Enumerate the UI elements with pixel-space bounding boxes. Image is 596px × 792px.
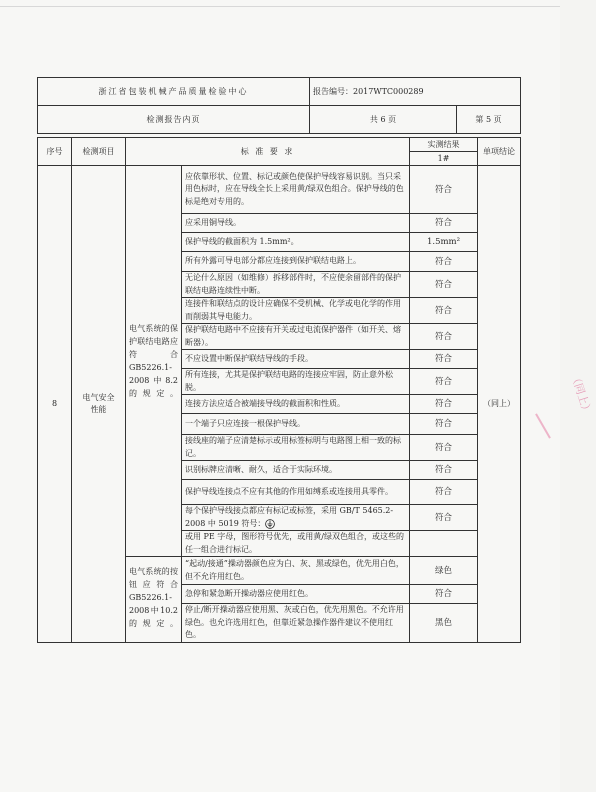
result-value: 符合 bbox=[410, 298, 478, 324]
result-value: 符合 bbox=[410, 252, 478, 272]
result-value: 符合 bbox=[410, 461, 478, 480]
testing-center-name: 浙江省包装机械产品质量检验中心 bbox=[38, 78, 310, 106]
inner-page-title: 检测报告内页 bbox=[38, 106, 310, 134]
page-edge-line bbox=[0, 6, 560, 7]
requirement-text: 识别标牌应清晰、耐久，适合于实际环境。 bbox=[182, 461, 410, 480]
result-value: 符合 bbox=[410, 350, 478, 369]
requirement-text: 接线座的端子应清楚标示或用标签标明与电路图上相一致的标记。 bbox=[182, 435, 410, 461]
requirement-text: 不应设置中断保护联结导线的手段。 bbox=[182, 350, 410, 369]
requirement-text: 应采用铜导线。 bbox=[182, 214, 410, 233]
row-seq: 8 bbox=[38, 166, 72, 643]
col-requirement-header: 标 准 要 求 bbox=[126, 138, 410, 166]
result-value: 符合 bbox=[410, 480, 478, 505]
requirement-row bbox=[38, 166, 521, 214]
result-value: 符合 bbox=[410, 414, 478, 435]
requirement-text: 急停和紧急断开操动器应使用红色。 bbox=[182, 585, 410, 604]
col-conclusion-header: 单项结论 bbox=[478, 138, 521, 166]
total-pages: 共 6 页 bbox=[310, 106, 457, 134]
clause-reference: 电气系统的按钮应符合GB5226.1-2008中10.2的规定。 bbox=[126, 557, 182, 643]
result-value: 符合 bbox=[410, 272, 478, 298]
col-result-sample: 1# bbox=[410, 152, 478, 166]
stamp-mark: （同上） bbox=[568, 371, 595, 418]
requirement-text: 或用 PE 字母，图形符号优先，或用黄/绿双色组合，或这些的任一组合进行标记。 bbox=[182, 531, 410, 557]
result-value: 1.5mm² bbox=[410, 233, 478, 252]
result-value: 符合 bbox=[410, 505, 478, 531]
result-value: 符合 bbox=[410, 395, 478, 414]
requirement-text: 连接件和联结点的设计应确保不受机械、化学或电化学的作用而削弱其导电能力。 bbox=[182, 298, 410, 324]
col-result-header: 实测结果 bbox=[410, 138, 478, 152]
test-result-table bbox=[37, 137, 521, 643]
col-seq-header: 序号 bbox=[38, 138, 72, 166]
requirement-text: “起动/接通”操动器颜色应为白、灰、黑或绿色，优先用白色，但不允许用红色。 bbox=[182, 557, 410, 585]
clause-reference: 电气系统的保护联结电路应符合GB5226.1-2008中8.2的规定。 bbox=[126, 166, 182, 557]
result-value: 符合 bbox=[410, 369, 478, 395]
result-value: 符合 bbox=[410, 324, 478, 350]
protective-earth-icon bbox=[265, 519, 275, 529]
row-item: 电气安全性能 bbox=[72, 166, 126, 643]
result-value bbox=[410, 531, 478, 557]
result-value: 绿色 bbox=[410, 557, 478, 585]
requirement-text: 停止/断开操动器应使用黑、灰或白色，优先用黑色。不允许用绿色。也允许选用红色，但靠近紧急操作器件建议不使用红色。 bbox=[182, 604, 410, 643]
requirement-text: 无论什么原因（如维修）拆移部件时，不应使余留部件的保护联结电路连续性中断。 bbox=[182, 272, 410, 298]
result-value: 黑色 bbox=[410, 604, 478, 643]
requirement-text: 一个端子只应连接一根保护导线。 bbox=[182, 414, 410, 435]
requirement-text: 所有连接，尤其是保护联结电路的连接应牢固，防止意外松脱。 bbox=[182, 369, 410, 395]
result-value: 符合 bbox=[410, 585, 478, 604]
requirement-text: 应依靠形状、位置、标记或颜色使保护导线容易识别。当只采用色标时，应在导线全长上采用黄/绿双色组合。保护导线的色标是绝对专用的。 bbox=[182, 166, 410, 214]
report-header-table bbox=[37, 77, 521, 134]
col-item-header: 检测项目 bbox=[72, 138, 126, 166]
page-number: 第 5 页 bbox=[457, 106, 521, 134]
requirement-text: 所有外露可导电部分都应连接到保护联结电路上。 bbox=[182, 252, 410, 272]
requirement-text: 保护导线连接点不应有其他的作用如缚系或连接用具零件。 bbox=[182, 480, 410, 505]
row-conclusion: （同上） bbox=[478, 166, 521, 643]
pen-mark bbox=[535, 413, 551, 438]
result-value: 符合 bbox=[410, 435, 478, 461]
report-number: 报告编号：2017WTC000289 bbox=[310, 78, 521, 106]
requirement-text: 连接方法应适合被端接导线的截面积和性质。 bbox=[182, 395, 410, 414]
result-value: 符合 bbox=[410, 166, 478, 214]
requirement-text: 保护联结电路中不应接有开关或过电流保护器件（如开关、熔断器）。 bbox=[182, 324, 410, 350]
requirement-text: 每个保护导线接点都应有标记或标签，采用 GB/T 5465.2-2008 中 5019 符号： bbox=[182, 505, 410, 531]
requirement-text: 保护导线的截面积为 1.5mm²。 bbox=[182, 233, 410, 252]
result-value: 符合 bbox=[410, 214, 478, 233]
